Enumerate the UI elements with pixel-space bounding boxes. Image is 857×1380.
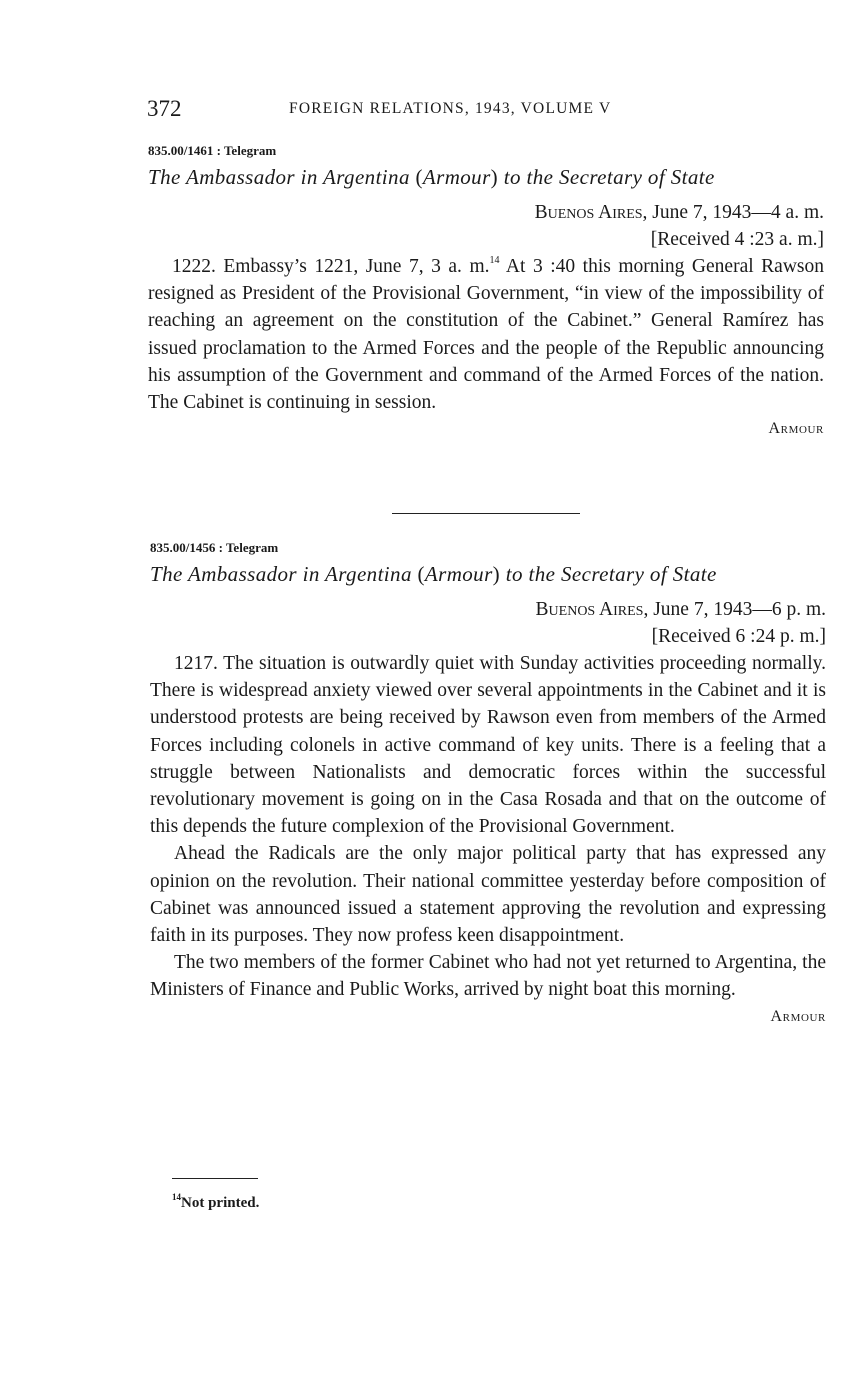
footnote-marker: 14 <box>172 1192 181 1202</box>
title-paren-open: ( <box>415 165 423 189</box>
body-paragraph: 1217. The situation is outwardly quiet with Sunday activities proceeding normally. There is widespread anxiety viewed over several appointments in the Cabinet and it is understood protests are being received by Rawson even from members of the Armed Forces including colonels in active command of key units. There is a feeling that a struggle between Nationalists and democratic forces within the successful revolutionary movement is going on in the Casa Rosada and that on the outcome of this depends the future complexion of the Provisional Government. <box>150 653 826 838</box>
title-paren-close: ) <box>490 165 499 189</box>
dateline-place: Buenos Aires <box>534 202 643 223</box>
body-paragraph <box>148 253 824 416</box>
body-paragraph: Ahead the Radicals are the only major political party that has expressed any opinion on the revolution. Their national committee yesterday before composition of Cabinet was announced issued a statement approving the revolution and expressing faith in its purposes. They now profess keen disappointment. <box>150 843 826 947</box>
footnote-rule <box>172 1178 258 1179</box>
title-paren-open: ( <box>417 562 425 586</box>
dateline-date: , June 7, 1943—4 a. m. <box>642 202 824 223</box>
footnote <box>172 1193 259 1212</box>
running-head: FOREIGN RELATIONS, 1943, VOLUME V <box>289 100 612 117</box>
dateline-place: Buenos Aires <box>535 599 644 620</box>
body-paragraph: The two members of the former Cabinet who had not yet returned to Argentina, the Ministers of Finance and Public Works, arrived by night boat this morning. <box>150 952 826 1001</box>
title-name: Armour <box>422 165 491 189</box>
signature: Armour <box>768 420 824 438</box>
telegram-1461 <box>148 141 824 442</box>
title-prefix: The Ambassador in Argentina <box>150 562 418 586</box>
title-paren-close: ) <box>492 562 501 586</box>
title-suffix: to the Secretary of State <box>500 562 717 586</box>
received-time: [Received 4 :23 a. m.] <box>650 229 824 250</box>
document-title <box>148 161 824 193</box>
paragraph-text: At 3 :40 this morning General Rawson resigned as President of the Provisional Government, “in view of the impossibility of reaching an agreement on the constitution of the Cabinet.” General Ramírez has issued proclamation to the Armed Forces and the people of the Republic announcing his assumption of the Government and command of the Armed Forces of the nation. The Cabinet is continuing in session. <box>148 256 824 414</box>
document-title <box>150 558 826 590</box>
page-number: 372 <box>147 96 182 121</box>
page-header <box>147 96 827 124</box>
footnote-text: Not printed. <box>181 1195 260 1211</box>
received-time: [Received 6 :24 p. m.] <box>651 626 826 647</box>
title-prefix: The Ambassador in Argentina <box>148 165 416 189</box>
file-reference: 835.00/1456 : Telegram <box>150 540 279 555</box>
footnote-ref: 14 <box>489 254 500 266</box>
dateline <box>148 199 824 226</box>
paragraph-text: 1222. Embassy’s 1221, June 7, 3 a. m. <box>172 256 490 277</box>
file-reference: 835.00/1461 : Telegram <box>148 143 277 158</box>
dateline-date: , June 7, 1943—6 p. m. <box>643 599 826 620</box>
title-name: Armour <box>424 562 493 586</box>
section-divider <box>392 513 580 514</box>
telegram-1456 <box>150 538 826 1030</box>
title-suffix: to the Secretary of State <box>498 165 715 189</box>
dateline <box>150 596 826 623</box>
signature: Armour <box>770 1007 826 1025</box>
